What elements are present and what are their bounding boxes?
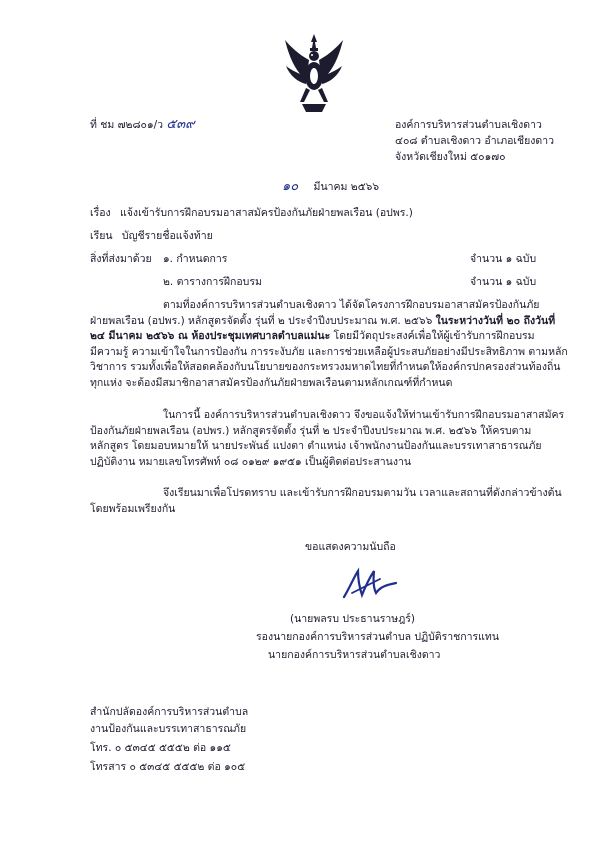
para1-line3 <box>90 329 552 345</box>
enclosure-item-2: ๒. ตารางการฝึกอบรม <box>163 276 262 288</box>
sender-org: องค์การบริหารส่วนตำบลเชิงดาว <box>395 119 542 131</box>
footer-office: สำนักปลัดองค์การบริหารส่วนตำบล <box>90 706 249 718</box>
signature-icon <box>340 565 400 605</box>
footer-tel: โทร. ๐ ๕๓๔๕ ๕๕๕๒ ต่อ ๑๑๕ <box>90 742 231 754</box>
letter-date <box>282 180 379 194</box>
closing-text: ขอแสดงความนับถือ <box>305 541 396 553</box>
para3-line2: โดยพร้อมเพรียงกัน <box>90 502 176 515</box>
recipient-text: บัญชีรายชื่อแจ้งท้าย <box>121 230 213 242</box>
subject-label: เรื่อง <box>90 207 111 219</box>
para2-line1: ในการนี้ องค์การบริหารส่วนตำบลเชิงดาว จึงขอแจ้งให้ท่านเข้ารับการฝึกอบรมอาสาสมัคร <box>163 409 565 421</box>
date-day: ๑๐ <box>282 179 299 194</box>
garuda-emblem-icon <box>282 32 346 118</box>
para3-line1: จึงเรียนมาเพื่อโปรดทราบ และเข้ารับการฝึกอบรมตามวัน เวลาและสถานที่ดังกล่าวข้างต้น <box>163 487 562 499</box>
enclosures-label: สิ่งที่ส่งมาด้วย <box>90 253 152 265</box>
sender-address-line1: ๔๐๘ ตำบลเชิงดาว อำเภอเชียงดาว <box>395 135 555 147</box>
para2-line4: ปฏิบัติงาน หมายเลขโทรศัพท์ ๐๘ ๐๑๒๙ ๑๙๕๑ เป็นผู้ติดต่อประสานงาน <box>90 455 412 468</box>
para1-line1: ตามที่องค์การบริหารส่วนตำบลเชิงดาว ได้จัดโครงการฝึกอบรมอาสาสมัครป้องกันภัย <box>163 299 540 311</box>
signatory-title-1: รองนายกองค์การบริหารส่วนตำบล ปฏิบัติราชการแทน <box>256 631 500 643</box>
sender-address-line2: จังหวัดเชียงใหม่ ๕๐๑๗๐ <box>395 151 506 163</box>
signatory-name: (นายพลรบ ประธานราษฎร์) <box>290 613 415 625</box>
signatory-title-2: นายกองค์การบริหารส่วนตำบลเชิงดาว <box>268 649 441 661</box>
body-paragraph-1 <box>90 298 568 391</box>
doc-number <box>90 118 195 132</box>
enclosure-qty-1: จำนวน ๑ ฉบับ <box>470 253 537 265</box>
para1-line2 <box>90 314 556 330</box>
para1-line5: วิชาการ รวมทั้งเพื่อให้สอดคล้องกับนโยบายของกระทรวงมหาดไทยที่กำหนดให้องค์กรปกครองส่วนท้องถิ่น <box>90 361 561 373</box>
subject-text: แจ้งเข้ารับการฝึกอบรมอาสาสมัครป้องกันภัยฝ่ายพลเรือน (อปพร.) <box>120 207 413 219</box>
para1-line3-b: โดยมีวัตถุประสงค์เพื่อให้ผู้เข้ารับการฝึกอบรม <box>330 330 535 342</box>
para1-line3-a: ๒๔ มีนาคม ๒๕๖๖ ณ ห้องประชุมเทศบาลตำบลแม่นะ <box>90 330 331 342</box>
para1-line4: มีความรู้ ความเข้าใจในการป้องกัน การระงับภัย และการช่วยเหลือผู้ประสบภัยอย่างมีประสิทธิภาพ ตามหลัก <box>90 345 568 358</box>
footer-fax: โทรสาร ๐ ๕๓๔๕ ๕๕๕๒ ต่อ ๑๐๕ <box>90 761 246 773</box>
enclosure-qty-2: จำนวน ๑ ฉบับ <box>470 276 537 288</box>
para1-line2-a: ฝ่ายพลเรือน (อปพร.) หลักสูตรจัดตั้ง รุ่นที่ ๒ ประจำปีงบประมาณ พ.ศ. ๒๕๖๖ <box>90 314 436 327</box>
subject-line <box>90 206 413 220</box>
para2-line3: หลักสูตร โดยมอบหมายให้ นายประพันธ์ แปงตา ตำแหน่ง เจ้าพนักงานป้องกันและบรรเทาสาธารณภัย <box>90 440 542 452</box>
doc-number-handwritten: ๕๓๙ <box>166 117 195 132</box>
para2-line2: ป้องกันภัยฝ่ายพลเรือน (อปพร.) หลักสูตรจัดตั้ง รุ่นที่ ๒ ประจำปีงบประมาณ พ.ศ. ๒๕๖๖ ให้ครบตาม <box>90 424 532 437</box>
body-paragraph-2 <box>90 408 565 470</box>
body-paragraph-3 <box>90 486 562 517</box>
footer-division: งานป้องกันและบรรเทาสาธารณภัย <box>90 723 247 735</box>
recipient-label: เรียน <box>90 230 113 242</box>
para1-line2-b: ในระหว่างวันที่ ๒๐ ถึงวันที่ <box>435 314 556 327</box>
recipient-line <box>90 229 213 243</box>
enclosure-item-1: ๑. กำหนดการ <box>163 253 228 265</box>
doc-number-prefix: ที่ ชม ๗๒๘๐๑/ว <box>90 119 164 131</box>
date-month-year: มีนาคม ๒๕๖๖ <box>313 181 380 193</box>
para1-line6: ทุกแห่ง จะต้องมีสมาชิกอาสาสมัครป้องกันภัยฝ่ายพลเรือนตามหลักเกณฑ์ที่กำหนด <box>90 376 453 389</box>
